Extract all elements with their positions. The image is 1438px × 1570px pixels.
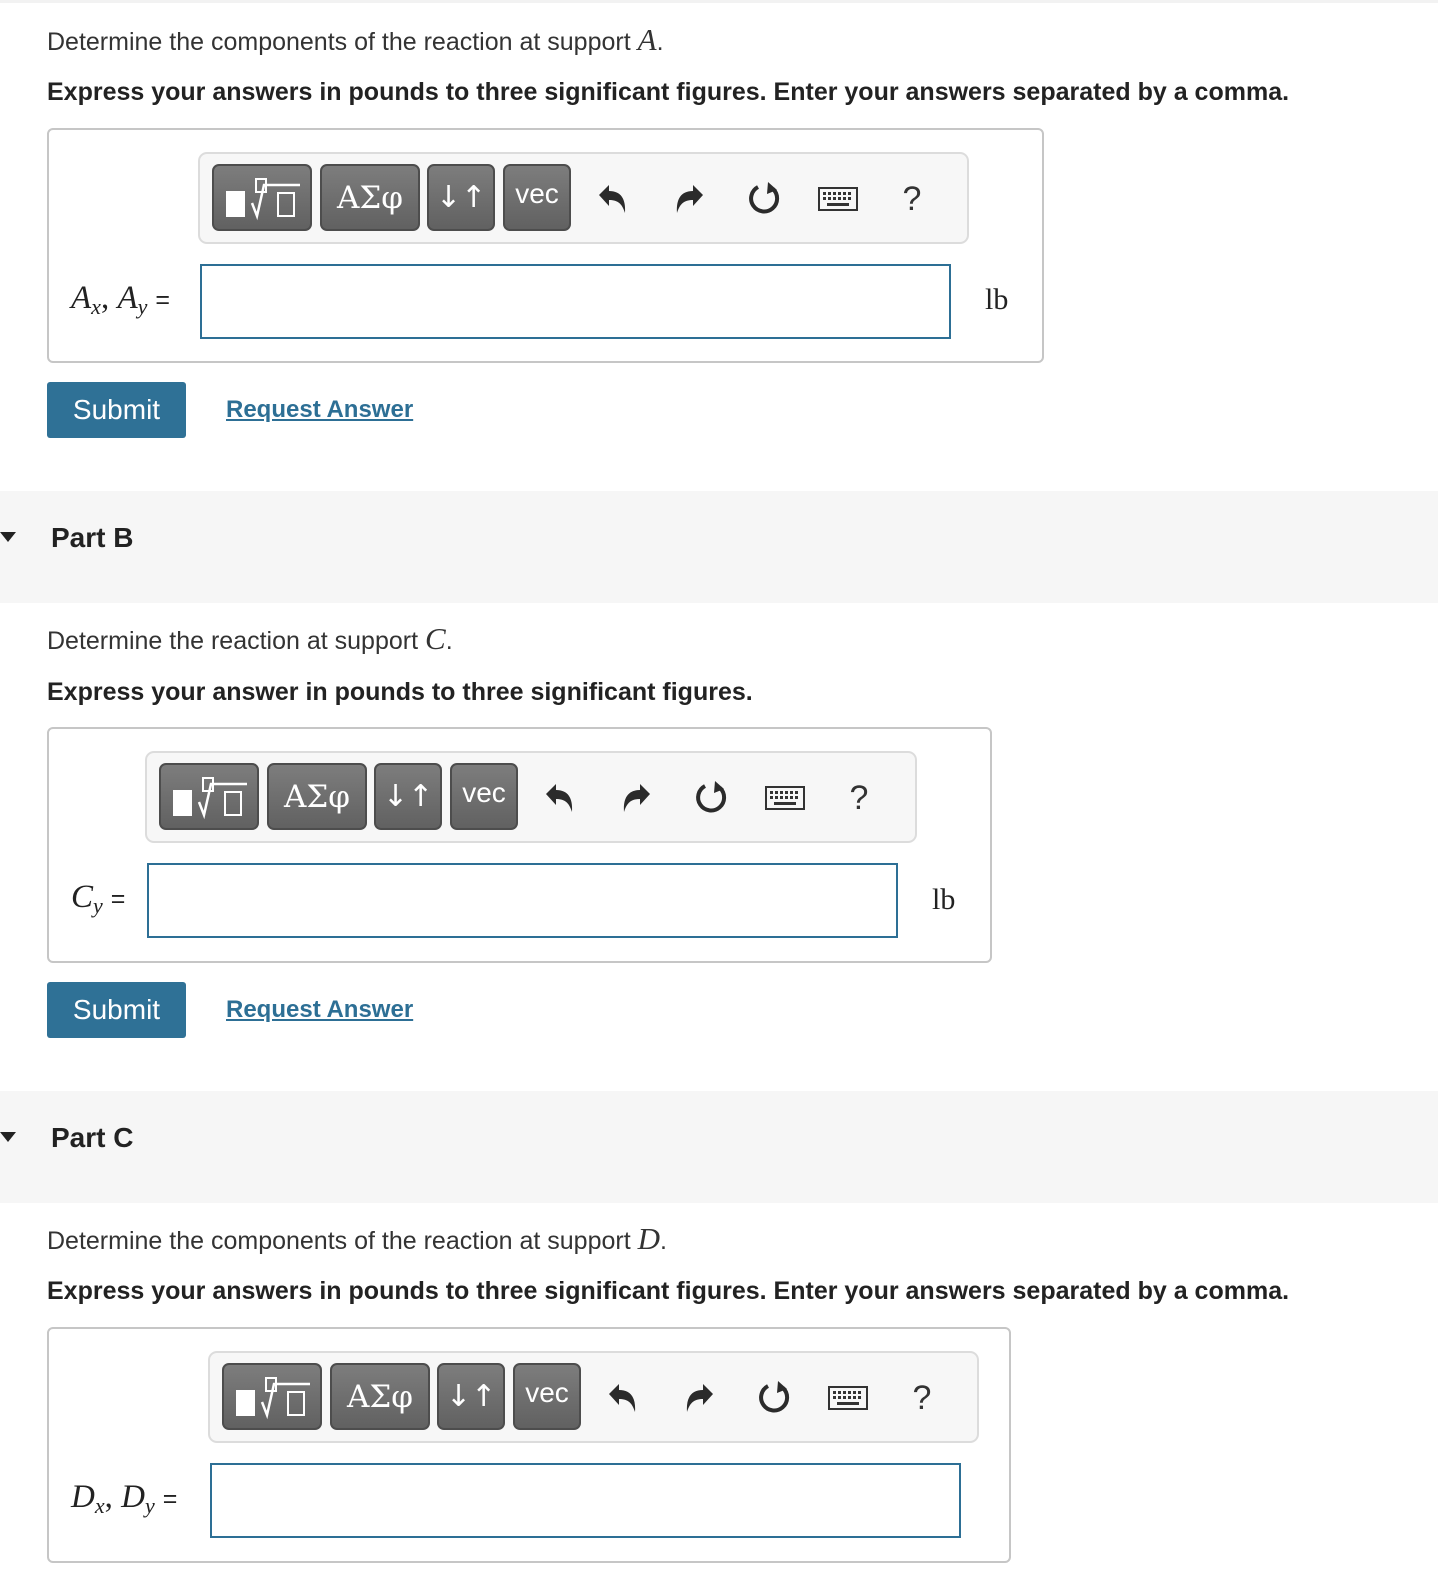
part-a-instructions: Express your answers in pounds to three significant figures. Enter your answers separated by a comma.: [47, 78, 1290, 106]
help-button[interactable]: ?: [849, 778, 869, 817]
part-a-prompt-text: Determine the components of the reaction at support: [47, 28, 631, 56]
reset-icon[interactable]: [753, 1373, 797, 1423]
part-b-unit: lb: [932, 883, 956, 916]
part-b-variable-label: $C_y$ =: [71, 879, 126, 918]
reset-icon[interactable]: [743, 174, 787, 224]
caret-down-icon[interactable]: [0, 532, 16, 542]
templates-button[interactable]: [159, 763, 259, 830]
templates-icon: [232, 1372, 312, 1422]
redo-icon[interactable]: [615, 773, 659, 823]
part-b-answer-input[interactable]: [147, 863, 898, 938]
vector-button[interactable]: vec: [503, 164, 571, 231]
redo-icon[interactable]: [668, 174, 712, 224]
reset-icon[interactable]: [690, 773, 734, 823]
part-a-math-toolbar: [198, 152, 969, 244]
greek-symbols-button[interactable]: ΑΣφ: [330, 1363, 430, 1430]
part-c-answer-box: [47, 1327, 1011, 1563]
part-b-prompt-text: Determine the reaction at support: [47, 627, 419, 655]
part-a-variable-label: $A_x$, $A_y$ =: [71, 280, 170, 319]
help-button[interactable]: ?: [912, 1378, 932, 1417]
part-a-unit: lb: [985, 283, 1009, 316]
part-a-prompt: [47, 22, 664, 57]
keyboard-icon[interactable]: [826, 1373, 870, 1423]
part-b-prompt-var: C: [425, 621, 446, 656]
vector-button[interactable]: vec: [450, 763, 518, 830]
caret-down-icon[interactable]: [0, 1132, 16, 1142]
undo-icon[interactable]: [590, 174, 634, 224]
part-c-instructions: Express your answers in pounds to three significant figures. Enter your answers separated by a comma.: [47, 1277, 1290, 1305]
part-c-math-toolbar: [208, 1351, 979, 1443]
greek-symbols-button[interactable]: ΑΣφ: [267, 763, 367, 830]
subscript-superscript-button[interactable]: ↓↑: [374, 763, 442, 830]
part-c-prompt-var: D: [637, 1221, 661, 1256]
part-a-submit-button[interactable]: Submit: [47, 382, 186, 438]
part-b-instructions: Express your answer in pounds to three significant figures.: [47, 678, 753, 706]
greek-symbols-button[interactable]: ΑΣφ: [320, 164, 420, 231]
part-b-request-answer-link[interactable]: Request Answer: [226, 996, 414, 1023]
part-c-header[interactable]: [0, 1091, 1438, 1203]
redo-icon[interactable]: [678, 1373, 722, 1423]
vector-button[interactable]: vec: [513, 1363, 581, 1430]
part-c-prompt: [47, 1221, 667, 1256]
subscript-superscript-button[interactable]: ↓↑: [427, 164, 495, 231]
templates-button[interactable]: [212, 164, 312, 231]
keyboard-icon[interactable]: [816, 174, 860, 224]
part-b-title: Part B: [51, 522, 134, 553]
keyboard-icon[interactable]: [763, 773, 807, 823]
part-c-title: Part C: [51, 1122, 134, 1153]
help-button[interactable]: ?: [902, 179, 922, 218]
subscript-superscript-button[interactable]: ↓↑: [437, 1363, 505, 1430]
part-b-submit-button[interactable]: Submit: [47, 982, 186, 1038]
part-c-prompt-text: Determine the components of the reaction at support: [47, 1227, 631, 1255]
part-a-prompt-end: .: [656, 28, 664, 56]
part-a-prompt-var: A: [637, 22, 657, 57]
part-c-variable-label: $D_x$, $D_y$ =: [71, 1479, 178, 1518]
top-divider: [0, 0, 1438, 3]
undo-icon[interactable]: [537, 773, 581, 823]
part-c-prompt-end: .: [660, 1227, 667, 1255]
part-a-request-answer-link[interactable]: Request Answer: [226, 396, 414, 423]
templates-icon: [222, 173, 302, 223]
part-a-answer-box: [47, 128, 1044, 363]
part-b-prompt-end: .: [445, 627, 453, 655]
part-b-math-toolbar: [145, 751, 917, 843]
templates-button[interactable]: [222, 1363, 322, 1430]
part-b-header[interactable]: [0, 491, 1438, 603]
part-c-answer-input[interactable]: [210, 1463, 961, 1538]
templates-icon: [169, 772, 249, 822]
part-b-prompt: [47, 621, 453, 656]
part-b-answer-box: [47, 727, 992, 963]
part-a-answer-input[interactable]: [200, 264, 951, 339]
undo-icon[interactable]: [600, 1373, 644, 1423]
